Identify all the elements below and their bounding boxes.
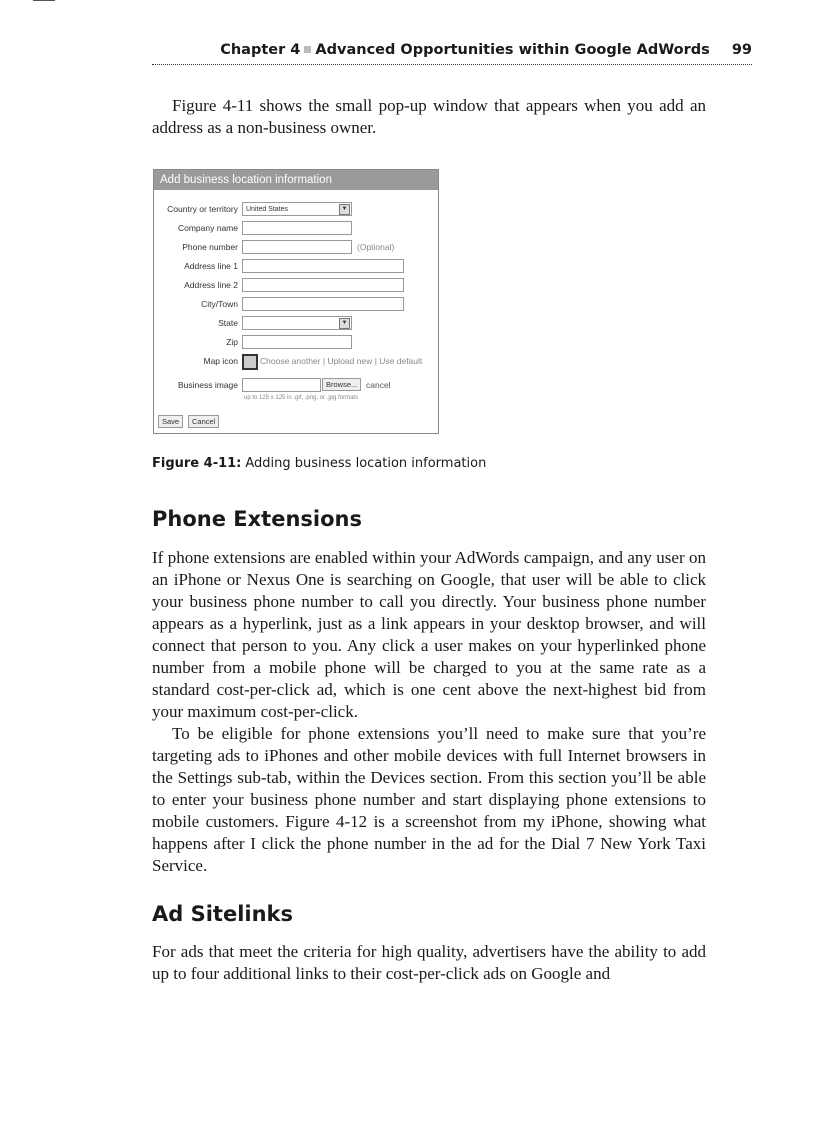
separator-icon	[304, 46, 311, 53]
country-value: United States	[246, 206, 289, 213]
chevron-down-icon: ▼	[339, 318, 350, 329]
upload-new-link[interactable]: Upload new	[327, 356, 373, 366]
choose-another-link[interactable]: Choose another	[260, 356, 321, 366]
zip-label: Zip	[226, 337, 238, 347]
company-input[interactable]	[242, 221, 352, 235]
address1-label: Address line 1	[184, 261, 238, 271]
map-row	[154, 354, 438, 368]
section1-body	[152, 547, 706, 877]
image-file-input[interactable]	[242, 378, 321, 392]
state-select[interactable]	[242, 316, 352, 330]
address2-input[interactable]	[242, 278, 404, 292]
section2-body	[152, 941, 706, 985]
zip-row	[154, 335, 438, 349]
use-default-link[interactable]: Use default	[379, 356, 423, 366]
map-links: Choose another | Upload new | Use default	[260, 356, 423, 366]
dialog-title: Add business location information	[154, 170, 438, 190]
paragraph: If phone extensions are enabled within your AdWords campaign, and any user on an iPhone or Nexus One is searching on Google, that user will be able to click your business phone number to call you directly. Your business phone number appears as a hyperlink, just as a link appears in your desktop browser, and will connect that person to you. Any click a user makes on your hyperlinked phone number from a mobile phone will be charged to you at the same rate as a standard cost-per-click ad, which is one cent above the next-highest bid from your maximum cost-per-click.	[152, 548, 706, 721]
phone-input[interactable]	[242, 240, 352, 254]
phone-label: Phone number	[182, 242, 238, 252]
map-label: Map icon	[203, 356, 238, 366]
image-label: Business image	[177, 380, 238, 390]
page-number: 99	[731, 42, 752, 58]
figure-caption	[152, 456, 486, 471]
save-button[interactable]: Save	[158, 415, 183, 428]
city-input[interactable]	[242, 297, 404, 311]
country-select[interactable]	[242, 202, 352, 216]
optional-hint: (Optional)	[357, 242, 395, 252]
intro-text: Figure 4-11 shows the small pop-up window that appears when you add an address as a non-business owner.	[152, 96, 706, 137]
city-label: City/Town	[201, 299, 238, 309]
phone-row	[154, 240, 438, 254]
map-pin-icon	[242, 354, 258, 370]
caption-label: Figure 4-11:	[152, 456, 242, 471]
company-label: Company name	[177, 223, 238, 233]
company-row	[154, 221, 438, 235]
figure-dialog	[153, 169, 439, 434]
chapter-number: Chapter 4	[220, 42, 301, 58]
browse-button[interactable]: Browse...	[322, 378, 361, 391]
address1-row	[154, 259, 438, 273]
state-row	[154, 316, 438, 330]
zip-input[interactable]	[242, 335, 352, 349]
caption-text: Adding business location information	[245, 456, 487, 471]
city-row	[154, 297, 438, 311]
paragraph: For ads that meet the criteria for high quality, advertisers have the ability to add up to four additional links to their cost-per-click ads on Google and	[152, 942, 706, 983]
section-heading: Phone Extensions	[152, 507, 362, 531]
image-row	[154, 378, 438, 392]
paragraph: To be eligible for phone extensions you’ll need to make sure that you’re targeting ads to iPhones and other mobile devices with full Internet browsers in the Settings sub-tab, within the Devices section. From this section you’ll be able to enter your business phone number and start displaying phone extensions to mobile customers. Figure 4-12 is a screenshot from my iPhone, showing what happens after I click the phone number in the ad for the Dial 7 New York Taxi Service.	[152, 724, 706, 875]
state-label: State	[218, 318, 238, 328]
section-heading: Ad Sitelinks	[152, 902, 294, 926]
running-header	[152, 42, 752, 65]
chapter-title: Advanced Opportunities within Google AdWords	[315, 42, 710, 58]
address1-input[interactable]	[242, 259, 404, 273]
crop-mark	[33, 0, 55, 1]
cancel-button[interactable]: Cancel	[188, 415, 219, 428]
country-label: Country or territory	[167, 204, 238, 214]
image-format-hint: up to 125 x 125 in .gif, .png, or .jpg formats	[244, 395, 359, 401]
cancel-upload-link[interactable]: cancel	[366, 380, 391, 390]
address2-row	[154, 278, 438, 292]
country-row	[154, 202, 438, 216]
intro-paragraph	[152, 95, 706, 139]
chevron-down-icon: ▼	[339, 204, 350, 215]
address2-label: Address line 2	[184, 280, 238, 290]
